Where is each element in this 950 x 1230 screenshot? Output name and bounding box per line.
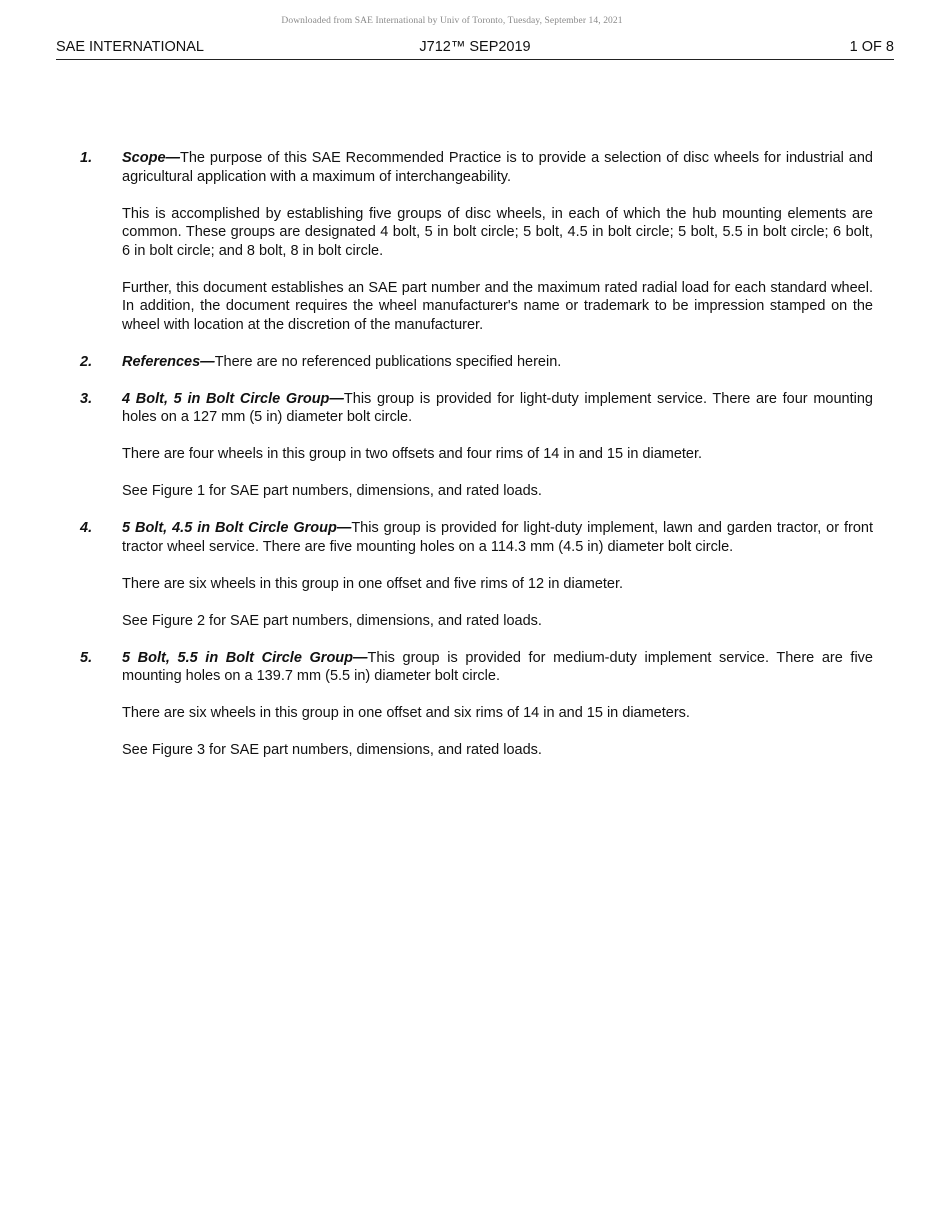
section-lead-text: There are no referenced publications specified herein. <box>214 353 562 370</box>
header-page-number: 1 OF 8 <box>849 39 894 55</box>
section-scope <box>80 149 873 334</box>
section-lead-paragraph <box>122 519 873 556</box>
section-paragraph: See Figure 3 for SAE part numbers, dimensions, and rated loads. <box>122 742 542 758</box>
section-4-bolt-group <box>80 390 873 501</box>
section-lead-paragraph <box>122 390 873 427</box>
section-number: 2. <box>80 353 93 370</box>
section-paragraph: This is accomplished by establishing five groups of disc wheels, in each of which the hub mounting elements are common. These groups are designated 4 bolt, 5 in bolt circle; 5 bolt, 4.5 in bolt circle; 5 bolt, 5.5 in bolt circle; 6 bolt, 6 in bolt circle; and 8 bolt, 8 in bolt circle. <box>122 205 873 259</box>
section-paragraph: See Figure 2 for SAE part numbers, dimensions, and rated loads. <box>122 612 542 629</box>
section-lead-text: The purpose of this SAE Recommended Practice is to provide a selection of disc wheels for industrial and agricultural application with a maximum of interchangeability. <box>122 150 873 185</box>
section-title: References— <box>122 353 215 370</box>
section-paragraph: There are six wheels in this group in one offset and six rims of 14 in and 15 in diameters. <box>122 705 690 721</box>
section-lead-text: This group is provided for light-duty implement service. There are four mounting holes on a 127 mm (5 in) diameter bolt circle. <box>122 390 873 425</box>
section-title: 4 Bolt, 5 in Bolt Circle Group— <box>122 390 344 407</box>
section-paragraph: Further, this document establishes an SAE part number and the maximum rated radial load for each standard wheel. In addition, the document requires the wheel manufacturer's name or trademark to be impression stamped on the wheel with location at the discretion of the manufacturer. <box>122 279 873 333</box>
section-lead-paragraph <box>122 149 873 186</box>
section-lead-text: This group is provided for medium-duty implement service. There are five mounting holes on a 139.7 mm (5.5 in) diameter bolt circle. <box>122 649 873 684</box>
section-5-bolt-4-5-group <box>80 519 873 630</box>
download-note: Downloaded from SAE International by Univ of Toronto, Tuesday, September 14, 2021 <box>281 16 623 26</box>
section-number: 5. <box>80 649 93 666</box>
section-title: 5 Bolt, 5.5 in Bolt Circle Group— <box>122 649 368 666</box>
section-number: 1. <box>80 150 93 166</box>
section-paragraph: There are six wheels in this group in one offset and five rims of 12 in diameter. <box>122 575 624 592</box>
section-number: 4. <box>80 520 93 536</box>
section-lead-text: This group is provided for light-duty implement, lawn and garden tractor, or front tractor wheel service. There are five mounting holes on a 114.3 mm (4.5 in) diameter bolt circle. <box>122 520 873 555</box>
section-lead-paragraph <box>122 649 873 686</box>
header-organization: SAE INTERNATIONAL <box>56 39 204 55</box>
section-title: Scope— <box>122 150 181 166</box>
section-paragraph: See Figure 1 for SAE part numbers, dimensions, and rated loads. <box>122 483 542 499</box>
header-document-id: J712™ SEP2019 <box>419 39 531 55</box>
section-title: 5 Bolt, 4.5 in Bolt Circle Group— <box>122 520 352 536</box>
document-body <box>80 149 873 778</box>
page-header <box>56 39 894 60</box>
section-lead-paragraph <box>122 353 873 372</box>
section-number: 3. <box>80 390 93 407</box>
section-paragraph: There are four wheels in this group in two offsets and four rims of 14 in and 15 in diameter. <box>122 446 703 462</box>
section-5-bolt-5-5-group <box>80 649 873 760</box>
section-references <box>80 353 873 372</box>
